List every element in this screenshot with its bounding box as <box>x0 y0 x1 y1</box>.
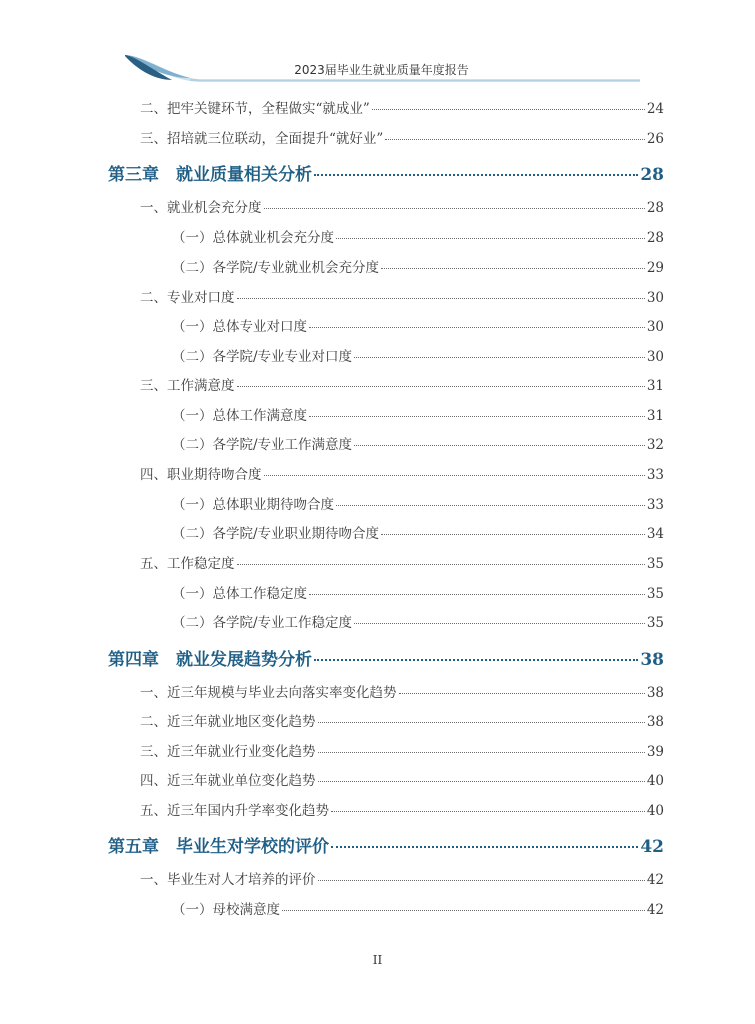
toc-leader-dots <box>381 524 645 535</box>
toc-entry-label: （一）总体就业机会充分度 <box>172 230 334 246</box>
toc-entry-label: 第三章 就业质量相关分析 <box>108 165 312 185</box>
toc-leader-dots <box>314 649 638 661</box>
toc-leader-dots <box>264 465 645 476</box>
toc-entry-page: 31 <box>646 408 664 424</box>
toc-leader-dots <box>237 376 645 387</box>
toc-entry[interactable] <box>172 226 664 246</box>
toc-entry[interactable] <box>140 710 664 730</box>
toc-entry[interactable] <box>172 522 664 542</box>
toc-leader-dots <box>282 900 645 911</box>
toc-entry-label: （一）总体工作稳定度 <box>172 586 307 602</box>
toc-leader-dots <box>381 258 645 269</box>
toc-entry-page: 40 <box>646 803 664 819</box>
toc-entry[interactable] <box>140 740 664 760</box>
toc-entry[interactable] <box>172 493 664 513</box>
toc-entry-page: 39 <box>646 744 664 760</box>
toc-entry-page: 28 <box>646 230 664 246</box>
toc-leader-dots <box>237 554 645 565</box>
toc-entry-label: 五、工作稳定度 <box>140 556 235 572</box>
toc-entry-label: 四、职业期待吻合度 <box>140 467 262 483</box>
toc-entry-page: 30 <box>646 290 664 306</box>
toc-entry[interactable] <box>172 404 664 424</box>
toc-leader-dots <box>314 164 638 176</box>
toc-entry[interactable] <box>172 898 664 918</box>
toc-leader-dots <box>336 495 645 506</box>
toc-entry-page: 42 <box>646 902 664 918</box>
toc-entry-label: （二）各学院/专业专业对口度 <box>172 349 353 365</box>
toc-leader-dots <box>318 742 645 753</box>
toc-entry-page: 35 <box>646 586 664 602</box>
toc-entry-page: 35 <box>646 615 664 631</box>
toc-entry-page: 38 <box>646 685 664 701</box>
toc-entry-page: 30 <box>646 349 664 365</box>
toc-entry-page: 29 <box>646 260 664 276</box>
toc-entry-label: （二）各学院/专业工作满意度 <box>172 437 353 453</box>
toc-entry[interactable] <box>172 315 664 335</box>
page-header <box>0 0 755 90</box>
toc-entry[interactable] <box>140 552 664 572</box>
toc-leader-dots <box>318 771 645 782</box>
toc-entry-page: 33 <box>646 467 664 483</box>
toc-leader-dots <box>264 198 645 209</box>
toc-entry[interactable] <box>140 127 664 147</box>
toc-entry-page: 24 <box>646 101 664 117</box>
toc-entry[interactable] <box>140 681 664 701</box>
toc-leader-dots <box>309 584 645 595</box>
toc-entry[interactable] <box>172 582 664 602</box>
toc-entry-label: （一）总体专业对口度 <box>172 319 307 335</box>
toc-entry-label: （一）总体工作满意度 <box>172 408 307 424</box>
toc-entry-label: 三、招培就三位联动，全面提升“就好业” <box>140 131 384 147</box>
toc-entry-label: 一、近三年规模与毕业去向落实率变化趋势 <box>140 685 397 701</box>
toc-entry[interactable] <box>140 868 664 888</box>
toc-entry-label: 四、近三年就业单位变化趋势 <box>140 773 316 789</box>
toc-entry-page: 38 <box>646 714 664 730</box>
toc-entry-label: 五、近三年国内升学率变化趋势 <box>140 803 329 819</box>
toc-entry[interactable] <box>172 345 664 365</box>
toc-entry[interactable] <box>140 463 664 483</box>
toc-entry-page: 40 <box>646 773 664 789</box>
toc-entry-label: 二、近三年就业地区变化趋势 <box>140 714 316 730</box>
toc-entry-page: 32 <box>646 437 664 453</box>
toc-entry-page: 38 <box>640 650 664 670</box>
toc-entry-label: （二）各学院/专业就业机会充分度 <box>172 260 380 276</box>
toc-leader-dots <box>309 406 645 417</box>
toc-leader-dots <box>336 228 645 239</box>
toc-entry-label: （一）母校满意度 <box>172 902 280 918</box>
toc-entry-page: 26 <box>646 131 664 147</box>
toc-leader-dots <box>318 712 645 723</box>
toc-entry[interactable] <box>140 769 664 789</box>
toc-entry-label: 三、近三年就业行业变化趋势 <box>140 744 316 760</box>
toc-entry-page: 42 <box>640 837 664 857</box>
toc-entry[interactable] <box>140 799 664 819</box>
toc-leader-dots <box>331 836 638 848</box>
toc-entry-page: 28 <box>646 200 664 216</box>
header-title: 2023届毕业生就业质量年度报告 <box>294 63 469 77</box>
toc-entry-label: （一）总体职业期待吻合度 <box>172 497 334 513</box>
toc-entry[interactable] <box>172 433 664 453</box>
toc-entry-label: 第五章 毕业生对学校的评价 <box>108 837 329 857</box>
toc-entry-label: 一、毕业生对人才培养的评价 <box>140 872 316 888</box>
toc-leader-dots <box>354 613 645 624</box>
toc-chapter-entry[interactable] <box>108 160 664 185</box>
toc-entry-label: 二、专业对口度 <box>140 290 235 306</box>
toc-entry[interactable] <box>140 97 664 117</box>
toc-leader-dots <box>354 347 645 358</box>
toc-leader-dots <box>354 435 645 446</box>
toc-leader-dots <box>318 870 645 881</box>
toc-entry-label: 一、就业机会充分度 <box>140 200 262 216</box>
toc-entry-label: 三、工作满意度 <box>140 378 235 394</box>
toc-chapter-entry[interactable] <box>108 832 664 857</box>
toc-entry-page: 28 <box>640 165 664 185</box>
toc-entry[interactable] <box>140 374 664 394</box>
toc-leader-dots <box>372 99 645 110</box>
toc-leader-dots <box>399 683 645 694</box>
toc-entry-label: （二）各学院/专业工作稳定度 <box>172 615 353 631</box>
toc-entry-page: 30 <box>646 319 664 335</box>
toc-entry[interactable] <box>172 611 664 631</box>
toc-entry[interactable] <box>140 196 664 216</box>
toc-leader-dots <box>309 317 645 328</box>
toc-entry[interactable] <box>140 286 664 306</box>
toc-entry-page: 33 <box>646 497 664 513</box>
toc-chapter-entry[interactable] <box>108 645 664 670</box>
page-number: II <box>372 953 383 967</box>
toc-leader-dots <box>331 801 645 812</box>
toc-leader-dots <box>385 129 645 140</box>
toc-leader-dots <box>237 288 645 299</box>
toc-entry-page: 34 <box>646 526 664 542</box>
toc-entry-label: 二、把牢关键环节，全程做实“就成业” <box>140 101 370 117</box>
toc-entry-page: 42 <box>646 872 664 888</box>
toc-entry-page: 35 <box>646 556 664 572</box>
toc-entry-page: 31 <box>646 378 664 394</box>
toc-entry-label: 第四章 就业发展趋势分析 <box>108 650 312 670</box>
toc-entry-label: （二）各学院/专业职业期待吻合度 <box>172 526 380 542</box>
toc-entry[interactable] <box>172 256 664 276</box>
